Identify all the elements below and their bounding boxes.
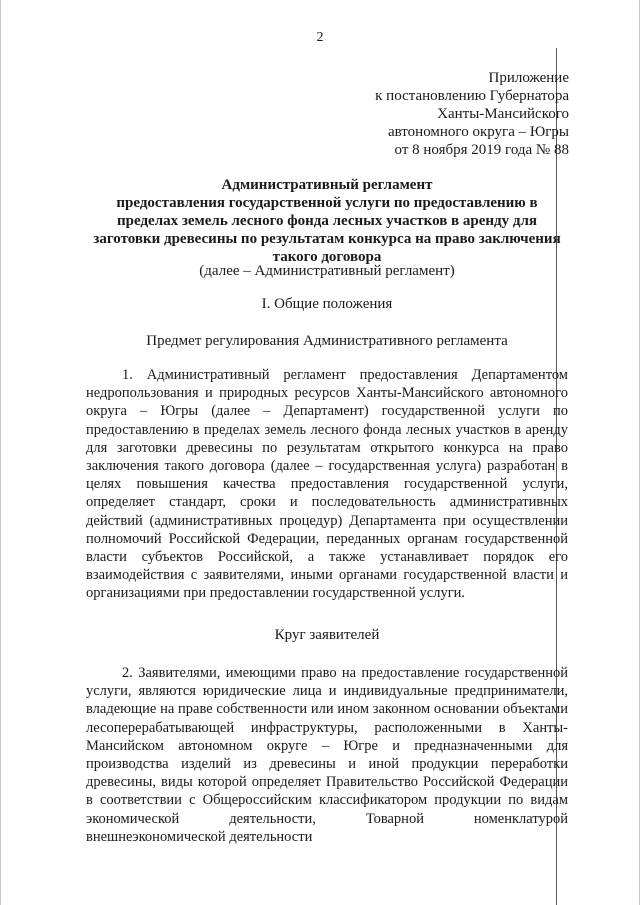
appendix-line: от 8 ноября 2019 года № 88 — [394, 142, 569, 158]
applicants-heading: Круг заявителей — [274, 627, 380, 643]
paragraph-1: 1. Административный регламент предоставления Департаментом недропользования и природных ресурсов Ханты-Мансийского автономного округа – Югры (далее – Департамент) государственной услуги по предоставлению в пределах земель лесного фонда лесных участков в аренду для заготовки древесины по результатам открытого конкурса на право заключения такого договора (далее – государственная услуга) разработан в целях повышения качества предоставления государственной услуги, определяет стандарт, сроки и последовательность административных действий (административных процедур) Департамента при осуществлении полномочий Российской Федерации, переданных органам государственной власти субъектов Российской, а также устанавливает порядок его взаимодействия с заявителями, иными органами государственной власти и организациями при предоставлении государственной услуги. — [86, 367, 568, 602]
appendix-line: автономного округа – Югры — [387, 124, 569, 140]
title-line: заготовки древесины по результатам конкурса на право заключения — [93, 231, 561, 247]
scan-edge-left — [0, 0, 1, 905]
page-number: 2 — [316, 30, 324, 45]
document-subtitle: (далее – Административный регламент) — [199, 263, 455, 279]
title-line: пределах земель лесного фонда лесных участков в аренду для — [117, 213, 537, 229]
title-line: предоставления государственной услуги по предоставлению в — [116, 195, 538, 211]
subject-heading: Предмет регулирования Административного регламента — [146, 333, 508, 349]
appendix-line: к постановлению Губернатора — [375, 88, 569, 104]
paragraph-2: 2. Заявителями, имеющими право на предоставление государственной услуги, являются юридические лица и индивидуальные предприниматели, владеющие на праве собственности или ином законном основании объектами лесоперерабатывающей инфраструктуры, расположенными в Ханты-Мансийском автономном округе – Югре и предназначенными для производства изделий из древесины и иной продукции переработки древесины, виды которой определяет Правительство Российской Федерации в соответствии с Общероссийским классификатором продукции по видам экономической деятельности, Товарной номенклатурой внешнеэкономической деятельности — [86, 665, 568, 845]
document-title — [86, 176, 568, 266]
appendix-block — [375, 69, 569, 159]
title-line: Административный регламент — [221, 177, 433, 193]
section-heading: I. Общие положения — [261, 296, 393, 312]
appendix-line: Ханты-Мансийского — [437, 106, 569, 122]
appendix-line: Приложение — [488, 70, 569, 86]
title-line: такого договора — [272, 249, 382, 265]
